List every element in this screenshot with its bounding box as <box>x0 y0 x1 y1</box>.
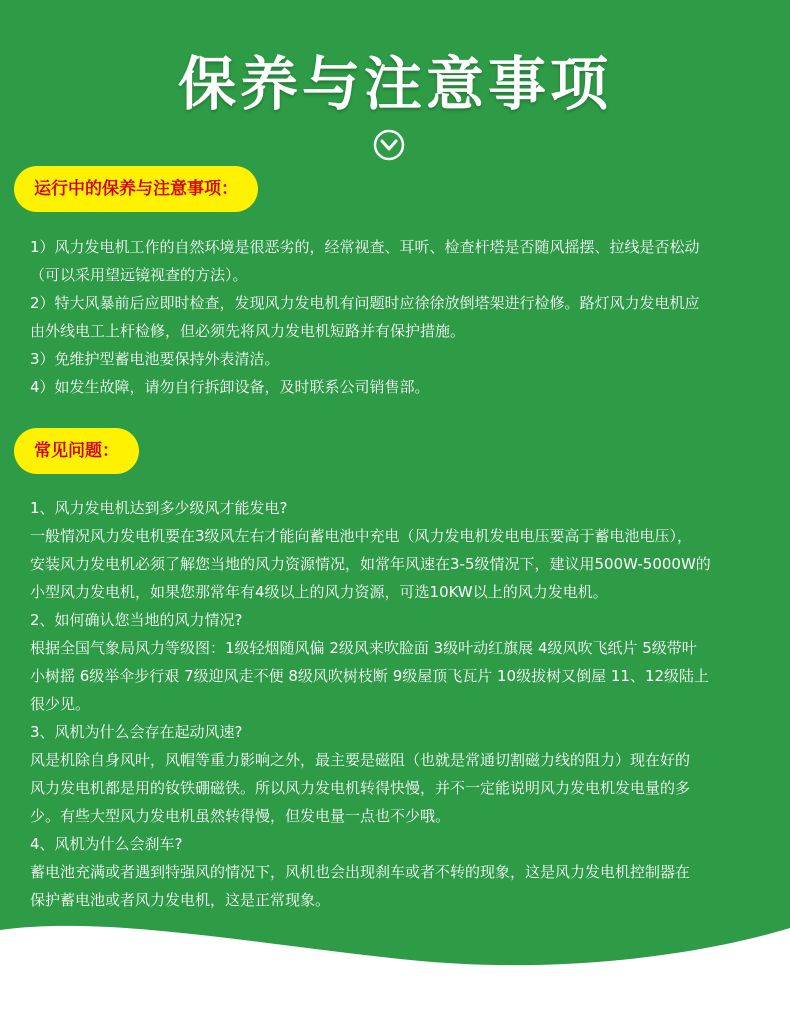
faq-line: 一般情况风力发电机要在3级风左右才能向蓄电池中充电（风力发电机发电电压要高于蓄电池电压）， <box>30 527 693 545</box>
section-label-faq: 常见问题： <box>14 428 139 474</box>
chevron-down-circle-icon <box>373 129 405 161</box>
page-title: 保养与注意事项 <box>177 50 612 118</box>
faq-line: 小树摇 6级举伞步行艰 7级迎风走不便 8级风吹树枝断 9级屋顶飞瓦片 10级拔树又倒屋 11、12级陆上 <box>30 667 710 685</box>
faq-line: 少。有些大型风力发电机虽然转得慢，但发电量一点也不少哦。 <box>30 807 451 825</box>
faq-line: 风是机除自身风叶，风帽等重力影响之外，最主要是磁阻（也就是常通切割磁力线的阻力）现在好的 <box>30 751 691 769</box>
maintenance-notes <box>30 233 770 401</box>
faq-line: 小型风力发电机，如果您那常年有4级以上的风力资源，可选10KW以上的风力发电机。 <box>30 583 608 601</box>
section-label-maintenance: 运行中的保养与注意事项： <box>14 166 258 212</box>
faq-line: 保护蓄电池或者风力发电机，这是正常现象。 <box>30 891 331 909</box>
note-line: 3）免维护型蓄电池要保持外表清洁。 <box>30 350 280 368</box>
faq-line: 安装风力发电机必须了解您当地的风力资源情况，如常年风速在3-5级情况下，建议用500W-5000W的 <box>30 555 711 573</box>
note-line: 由外线电工上杆检修，但必须先将风力发电机短路并有保护措施。 <box>30 322 466 340</box>
faq-line: 2、如何确认您当地的风力情况? <box>30 611 243 629</box>
note-line: 1）风力发电机工作的自然环境是很恶劣的，经常视查、耳听、检查杆塔是否随风摇摆、拉线是否松动 <box>30 238 700 256</box>
note-line: （可以采用望远镜视查的方法）。 <box>30 266 248 284</box>
faq-line: 3、风机为什么会存在起动风速? <box>30 723 243 741</box>
faq-line: 风力发电机都是用的钕铁硼磁铁。所以风力发电机转得快慢，并不一定能说明风力发电机发电量的多 <box>30 779 691 797</box>
faq-line: 蓄电池充满或者遇到特强风的情况下，风机也会出现刹车或者不转的现象，这是风力发电机控制器在 <box>30 863 691 881</box>
faq-line: 4、风机为什么会刹车? <box>30 835 183 853</box>
faq-line: 很少见。 <box>30 695 91 713</box>
faq-line: 1、风力发电机达到多少级风才能发电? <box>30 499 288 517</box>
faq-line: 根据全国气象局风力等级图：1级轻烟随风偏 2级风来吹脸面 3级叶动红旗展 4级风吹飞纸片 5级带叶 <box>30 639 697 657</box>
note-line: 4）如发生故障，请勿自行拆卸设备，及时联系公司销售部。 <box>30 378 430 396</box>
faq-content <box>30 494 770 914</box>
note-line: 2）特大风暴前后应即时检查，发现风力发电机有问题时应徐徐放倒塔架进行检修。路灯风力发电机应 <box>30 294 700 312</box>
